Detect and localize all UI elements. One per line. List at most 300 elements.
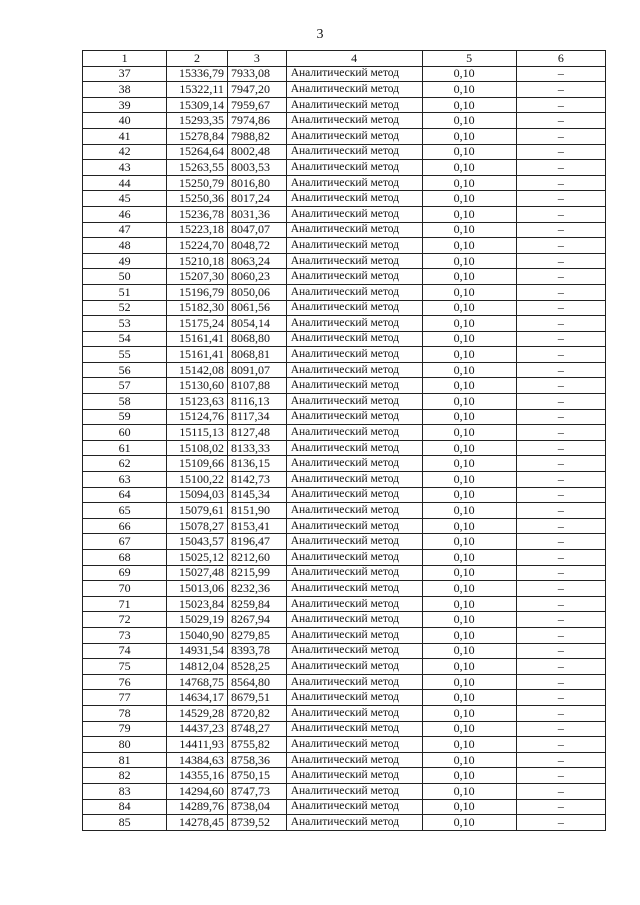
- method-cell: Аналитический метод: [286, 378, 422, 394]
- table-row: [83, 690, 606, 706]
- table-row: [83, 113, 606, 129]
- note-cell: –: [516, 409, 605, 425]
- table-row: [83, 487, 606, 503]
- method-cell: Аналитический метод: [286, 690, 422, 706]
- y-coordinate-cell: 8748,27: [227, 721, 286, 737]
- y-coordinate-cell: 7933,08: [227, 66, 286, 82]
- point-number-cell: 53: [83, 316, 167, 332]
- note-cell: –: [516, 581, 605, 597]
- table-row: [83, 799, 606, 815]
- x-coordinate-cell: 15079,61: [167, 503, 228, 519]
- method-cell: Аналитический метод: [286, 97, 422, 113]
- table-row: [83, 222, 606, 238]
- table-row: [83, 783, 606, 799]
- point-number-cell: 62: [83, 456, 167, 472]
- point-number-cell: 65: [83, 503, 167, 519]
- x-coordinate-cell: 15196,79: [167, 284, 228, 300]
- table-row: [83, 440, 606, 456]
- y-coordinate-cell: 8739,52: [227, 815, 286, 831]
- point-number-cell: 46: [83, 206, 167, 222]
- point-number-cell: 67: [83, 534, 167, 550]
- note-cell: –: [516, 222, 605, 238]
- method-cell: Аналитический метод: [286, 581, 422, 597]
- y-coordinate-cell: 7974,86: [227, 113, 286, 129]
- accuracy-cell: 0,10: [422, 565, 516, 581]
- method-cell: Аналитический метод: [286, 534, 422, 550]
- note-cell: –: [516, 518, 605, 534]
- y-coordinate-cell: 8720,82: [227, 705, 286, 721]
- note-cell: –: [516, 300, 605, 316]
- accuracy-cell: 0,10: [422, 752, 516, 768]
- point-number-cell: 61: [83, 440, 167, 456]
- table-row: [83, 331, 606, 347]
- y-coordinate-cell: 8750,15: [227, 768, 286, 784]
- page-number: 3: [316, 27, 324, 42]
- accuracy-cell: 0,10: [422, 550, 516, 566]
- point-number-cell: 55: [83, 347, 167, 363]
- x-coordinate-cell: 15250,79: [167, 175, 228, 191]
- accuracy-cell: 0,10: [422, 316, 516, 332]
- point-number-cell: 60: [83, 425, 167, 441]
- accuracy-cell: 0,10: [422, 705, 516, 721]
- table-row: [83, 596, 606, 612]
- note-cell: –: [516, 690, 605, 706]
- table-row: [83, 394, 606, 410]
- method-cell: Аналитический метод: [286, 82, 422, 98]
- note-cell: –: [516, 783, 605, 799]
- x-coordinate-cell: 15224,70: [167, 238, 228, 254]
- x-coordinate-cell: 15078,27: [167, 518, 228, 534]
- accuracy-cell: 0,10: [422, 440, 516, 456]
- accuracy-cell: 0,10: [422, 300, 516, 316]
- method-cell: Аналитический метод: [286, 752, 422, 768]
- y-coordinate-cell: 8002,48: [227, 144, 286, 160]
- method-cell: Аналитический метод: [286, 222, 422, 238]
- method-cell: Аналитический метод: [286, 175, 422, 191]
- accuracy-cell: 0,10: [422, 534, 516, 550]
- note-cell: –: [516, 128, 605, 144]
- accuracy-cell: 0,10: [422, 799, 516, 815]
- accuracy-cell: 0,10: [422, 378, 516, 394]
- method-cell: Аналитический метод: [286, 659, 422, 675]
- y-coordinate-cell: 8212,60: [227, 550, 286, 566]
- x-coordinate-cell: 14437,23: [167, 721, 228, 737]
- column-header-5: 5: [422, 51, 516, 67]
- point-number-cell: 59: [83, 409, 167, 425]
- method-cell: Аналитический метод: [286, 643, 422, 659]
- point-number-cell: 42: [83, 144, 167, 160]
- table-row: [83, 425, 606, 441]
- point-number-cell: 81: [83, 752, 167, 768]
- method-cell: Аналитический метод: [286, 503, 422, 519]
- note-cell: –: [516, 815, 605, 831]
- x-coordinate-cell: 15130,60: [167, 378, 228, 394]
- accuracy-cell: 0,10: [422, 206, 516, 222]
- y-coordinate-cell: 7988,82: [227, 128, 286, 144]
- table-row: [83, 66, 606, 82]
- y-coordinate-cell: 8747,73: [227, 783, 286, 799]
- y-coordinate-cell: 8151,90: [227, 503, 286, 519]
- point-number-cell: 74: [83, 643, 167, 659]
- table-row: [83, 362, 606, 378]
- y-coordinate-cell: 8054,14: [227, 316, 286, 332]
- table-row: [83, 659, 606, 675]
- table-row: [83, 456, 606, 472]
- point-number-cell: 77: [83, 690, 167, 706]
- note-cell: –: [516, 82, 605, 98]
- y-coordinate-cell: 8279,85: [227, 627, 286, 643]
- note-cell: –: [516, 705, 605, 721]
- table-row: [83, 378, 606, 394]
- point-number-cell: 63: [83, 472, 167, 488]
- point-number-cell: 76: [83, 674, 167, 690]
- point-number-cell: 66: [83, 518, 167, 534]
- point-number-cell: 73: [83, 627, 167, 643]
- method-cell: Аналитический метод: [286, 612, 422, 628]
- y-coordinate-cell: 8068,80: [227, 331, 286, 347]
- y-coordinate-cell: 7959,67: [227, 97, 286, 113]
- table-row: [83, 768, 606, 784]
- x-coordinate-cell: 15142,08: [167, 362, 228, 378]
- note-cell: –: [516, 284, 605, 300]
- point-number-cell: 71: [83, 596, 167, 612]
- x-coordinate-cell: 15293,35: [167, 113, 228, 129]
- accuracy-cell: 0,10: [422, 472, 516, 488]
- accuracy-cell: 0,10: [422, 144, 516, 160]
- x-coordinate-cell: 15264,64: [167, 144, 228, 160]
- y-coordinate-cell: 8564,80: [227, 674, 286, 690]
- y-coordinate-cell: 8259,84: [227, 596, 286, 612]
- y-coordinate-cell: 8031,36: [227, 206, 286, 222]
- note-cell: –: [516, 674, 605, 690]
- table-row: [83, 97, 606, 113]
- note-cell: –: [516, 752, 605, 768]
- table-row: [83, 160, 606, 176]
- table-row: [83, 128, 606, 144]
- point-number-cell: 64: [83, 487, 167, 503]
- note-cell: –: [516, 456, 605, 472]
- accuracy-cell: 0,10: [422, 66, 516, 82]
- note-cell: –: [516, 206, 605, 222]
- x-coordinate-cell: 15309,14: [167, 97, 228, 113]
- accuracy-cell: 0,10: [422, 487, 516, 503]
- method-cell: Аналитический метод: [286, 128, 422, 144]
- table-row: [83, 534, 606, 550]
- x-coordinate-cell: 15108,02: [167, 440, 228, 456]
- x-coordinate-cell: 15027,48: [167, 565, 228, 581]
- table-row: [83, 674, 606, 690]
- note-cell: –: [516, 238, 605, 254]
- note-cell: –: [516, 425, 605, 441]
- accuracy-cell: 0,10: [422, 674, 516, 690]
- x-coordinate-cell: 15210,18: [167, 253, 228, 269]
- x-coordinate-cell: 15023,84: [167, 596, 228, 612]
- accuracy-cell: 0,10: [422, 284, 516, 300]
- x-coordinate-cell: 15043,57: [167, 534, 228, 550]
- method-cell: Аналитический метод: [286, 565, 422, 581]
- table-row: [83, 627, 606, 643]
- y-coordinate-cell: 8016,80: [227, 175, 286, 191]
- method-cell: Аналитический метод: [286, 487, 422, 503]
- x-coordinate-cell: 14634,17: [167, 690, 228, 706]
- table-row: [83, 643, 606, 659]
- note-cell: –: [516, 160, 605, 176]
- note-cell: –: [516, 113, 605, 129]
- method-cell: Аналитический метод: [286, 705, 422, 721]
- note-cell: –: [516, 534, 605, 550]
- accuracy-cell: 0,10: [422, 503, 516, 519]
- x-coordinate-cell: 15013,06: [167, 581, 228, 597]
- point-number-cell: 78: [83, 705, 167, 721]
- accuracy-cell: 0,10: [422, 347, 516, 363]
- x-coordinate-cell: 15094,03: [167, 487, 228, 503]
- x-coordinate-cell: 14529,28: [167, 705, 228, 721]
- table-row: [83, 191, 606, 207]
- point-number-cell: 47: [83, 222, 167, 238]
- accuracy-cell: 0,10: [422, 456, 516, 472]
- table-row: [83, 550, 606, 566]
- point-number-cell: 68: [83, 550, 167, 566]
- y-coordinate-cell: 8047,07: [227, 222, 286, 238]
- column-header-4: 4: [286, 51, 422, 67]
- accuracy-cell: 0,10: [422, 659, 516, 675]
- method-cell: Аналитический метод: [286, 768, 422, 784]
- x-coordinate-cell: 15182,30: [167, 300, 228, 316]
- point-number-cell: 82: [83, 768, 167, 784]
- method-cell: Аналитический метод: [286, 347, 422, 363]
- accuracy-cell: 0,10: [422, 721, 516, 737]
- table-row: [83, 705, 606, 721]
- y-coordinate-cell: 8060,23: [227, 269, 286, 285]
- accuracy-cell: 0,10: [422, 191, 516, 207]
- note-cell: –: [516, 66, 605, 82]
- point-number-cell: 75: [83, 659, 167, 675]
- x-coordinate-cell: 15109,66: [167, 456, 228, 472]
- x-coordinate-cell: 15123,63: [167, 394, 228, 410]
- method-cell: Аналитический метод: [286, 596, 422, 612]
- method-cell: Аналитический метод: [286, 66, 422, 82]
- y-coordinate-cell: 8758,36: [227, 752, 286, 768]
- note-cell: –: [516, 472, 605, 488]
- y-coordinate-cell: 8061,56: [227, 300, 286, 316]
- method-cell: Аналитический метод: [286, 409, 422, 425]
- accuracy-cell: 0,10: [422, 518, 516, 534]
- y-coordinate-cell: 8393,78: [227, 643, 286, 659]
- point-number-cell: 57: [83, 378, 167, 394]
- x-coordinate-cell: 14289,76: [167, 799, 228, 815]
- y-coordinate-cell: 8048,72: [227, 238, 286, 254]
- point-number-cell: 39: [83, 97, 167, 113]
- note-cell: –: [516, 144, 605, 160]
- accuracy-cell: 0,10: [422, 612, 516, 628]
- x-coordinate-cell: 15236,78: [167, 206, 228, 222]
- method-cell: Аналитический метод: [286, 799, 422, 815]
- note-cell: –: [516, 550, 605, 566]
- table-row: [83, 82, 606, 98]
- note-cell: –: [516, 799, 605, 815]
- table-row: [83, 565, 606, 581]
- y-coordinate-cell: 8116,13: [227, 394, 286, 410]
- method-cell: Аналитический метод: [286, 550, 422, 566]
- accuracy-cell: 0,10: [422, 253, 516, 269]
- y-coordinate-cell: 8755,82: [227, 737, 286, 753]
- table-row: [83, 409, 606, 425]
- point-number-cell: 70: [83, 581, 167, 597]
- accuracy-cell: 0,10: [422, 331, 516, 347]
- table-row: [83, 144, 606, 160]
- x-coordinate-cell: 15100,22: [167, 472, 228, 488]
- point-number-cell: 72: [83, 612, 167, 628]
- point-number-cell: 52: [83, 300, 167, 316]
- x-coordinate-cell: 15040,90: [167, 627, 228, 643]
- x-coordinate-cell: 14931,54: [167, 643, 228, 659]
- x-coordinate-cell: 15161,41: [167, 347, 228, 363]
- x-coordinate-cell: 15250,36: [167, 191, 228, 207]
- point-number-cell: 56: [83, 362, 167, 378]
- point-number-cell: 43: [83, 160, 167, 176]
- x-coordinate-cell: 15029,19: [167, 612, 228, 628]
- y-coordinate-cell: 8107,88: [227, 378, 286, 394]
- x-coordinate-cell: 15322,11: [167, 82, 228, 98]
- method-cell: Аналитический метод: [286, 362, 422, 378]
- note-cell: –: [516, 487, 605, 503]
- accuracy-cell: 0,10: [422, 97, 516, 113]
- method-cell: Аналитический метод: [286, 160, 422, 176]
- point-number-cell: 41: [83, 128, 167, 144]
- y-coordinate-cell: 8232,36: [227, 581, 286, 597]
- y-coordinate-cell: 8091,07: [227, 362, 286, 378]
- x-coordinate-cell: 15207,30: [167, 269, 228, 285]
- y-coordinate-cell: 8068,81: [227, 347, 286, 363]
- y-coordinate-cell: 8196,47: [227, 534, 286, 550]
- x-coordinate-cell: 15025,12: [167, 550, 228, 566]
- table-row: [83, 518, 606, 534]
- method-cell: Аналитический метод: [286, 316, 422, 332]
- table-row: [83, 721, 606, 737]
- method-cell: Аналитический метод: [286, 331, 422, 347]
- point-number-cell: 40: [83, 113, 167, 129]
- x-coordinate-cell: 15223,18: [167, 222, 228, 238]
- y-coordinate-cell: 8142,73: [227, 472, 286, 488]
- accuracy-cell: 0,10: [422, 394, 516, 410]
- table-header-row: [83, 51, 606, 67]
- method-cell: Аналитический метод: [286, 238, 422, 254]
- method-cell: Аналитический метод: [286, 440, 422, 456]
- accuracy-cell: 0,10: [422, 82, 516, 98]
- note-cell: –: [516, 596, 605, 612]
- note-cell: –: [516, 394, 605, 410]
- accuracy-cell: 0,10: [422, 409, 516, 425]
- point-number-cell: 37: [83, 66, 167, 82]
- accuracy-cell: 0,10: [422, 175, 516, 191]
- point-number-cell: 45: [83, 191, 167, 207]
- note-cell: –: [516, 362, 605, 378]
- method-cell: Аналитический метод: [286, 300, 422, 316]
- accuracy-cell: 0,10: [422, 269, 516, 285]
- table-row: [83, 284, 606, 300]
- method-cell: Аналитический метод: [286, 425, 422, 441]
- x-coordinate-cell: 15175,24: [167, 316, 228, 332]
- point-number-cell: 85: [83, 815, 167, 831]
- method-cell: Аналитический метод: [286, 269, 422, 285]
- accuracy-cell: 0,10: [422, 581, 516, 597]
- accuracy-cell: 0,10: [422, 643, 516, 659]
- note-cell: –: [516, 97, 605, 113]
- y-coordinate-cell: 8528,25: [227, 659, 286, 675]
- x-coordinate-cell: 14411,93: [167, 737, 228, 753]
- accuracy-cell: 0,10: [422, 128, 516, 144]
- table-row: [83, 175, 606, 191]
- x-coordinate-cell: 15115,13: [167, 425, 228, 441]
- y-coordinate-cell: 8063,24: [227, 253, 286, 269]
- table-row: [83, 612, 606, 628]
- y-coordinate-cell: 8679,51: [227, 690, 286, 706]
- point-number-cell: 51: [83, 284, 167, 300]
- y-coordinate-cell: 8003,53: [227, 160, 286, 176]
- accuracy-cell: 0,10: [422, 690, 516, 706]
- note-cell: –: [516, 191, 605, 207]
- note-cell: –: [516, 378, 605, 394]
- point-number-cell: 79: [83, 721, 167, 737]
- note-cell: –: [516, 721, 605, 737]
- column-header-3: 3: [227, 51, 286, 67]
- table-row: [83, 238, 606, 254]
- table-row: [83, 316, 606, 332]
- note-cell: –: [516, 737, 605, 753]
- x-coordinate-cell: 14294,60: [167, 783, 228, 799]
- y-coordinate-cell: 8127,48: [227, 425, 286, 441]
- table-row: [83, 581, 606, 597]
- method-cell: Аналитический метод: [286, 472, 422, 488]
- point-number-cell: 84: [83, 799, 167, 815]
- accuracy-cell: 0,10: [422, 596, 516, 612]
- accuracy-cell: 0,10: [422, 783, 516, 799]
- point-number-cell: 38: [83, 82, 167, 98]
- coordinates-table: [82, 50, 606, 831]
- y-coordinate-cell: 8133,33: [227, 440, 286, 456]
- point-number-cell: 50: [83, 269, 167, 285]
- point-number-cell: 80: [83, 737, 167, 753]
- x-coordinate-cell: 14812,04: [167, 659, 228, 675]
- point-number-cell: 49: [83, 253, 167, 269]
- note-cell: –: [516, 643, 605, 659]
- method-cell: Аналитический метод: [286, 518, 422, 534]
- method-cell: Аналитический метод: [286, 721, 422, 737]
- table-body: [83, 66, 606, 830]
- x-coordinate-cell: 14768,75: [167, 674, 228, 690]
- note-cell: –: [516, 768, 605, 784]
- note-cell: –: [516, 253, 605, 269]
- note-cell: –: [516, 440, 605, 456]
- method-cell: Аналитический метод: [286, 144, 422, 160]
- y-coordinate-cell: 8136,15: [227, 456, 286, 472]
- accuracy-cell: 0,10: [422, 627, 516, 643]
- point-number-cell: 83: [83, 783, 167, 799]
- x-coordinate-cell: 15336,79: [167, 66, 228, 82]
- point-number-cell: 58: [83, 394, 167, 410]
- accuracy-cell: 0,10: [422, 113, 516, 129]
- point-number-cell: 44: [83, 175, 167, 191]
- accuracy-cell: 0,10: [422, 222, 516, 238]
- column-header-1: 1: [83, 51, 167, 67]
- method-cell: Аналитический метод: [286, 783, 422, 799]
- method-cell: Аналитический метод: [286, 284, 422, 300]
- method-cell: Аналитический метод: [286, 394, 422, 410]
- note-cell: –: [516, 627, 605, 643]
- table-row: [83, 206, 606, 222]
- note-cell: –: [516, 175, 605, 191]
- accuracy-cell: 0,10: [422, 737, 516, 753]
